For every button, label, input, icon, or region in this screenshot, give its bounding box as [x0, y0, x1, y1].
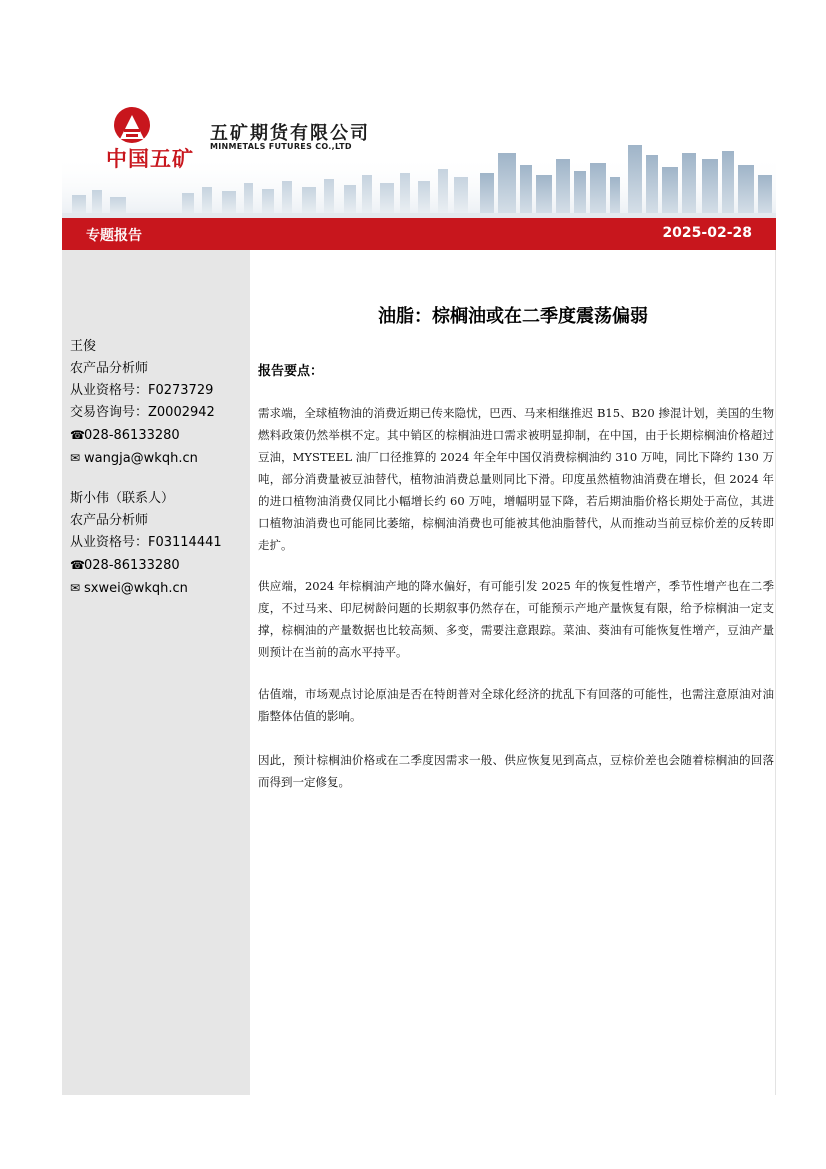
analyst-title: 农产品分析师 [70, 513, 149, 528]
analyst-license: 从业资格号：F0273729 [70, 383, 214, 398]
mail-icon: ✉ [70, 581, 81, 595]
analyst-title: 农产品分析师 [70, 361, 149, 376]
report-date: 2025-02-28 [662, 225, 752, 241]
analyst-license: 从业资格号：F03114441 [70, 535, 222, 550]
company-name-cn: 五矿期货有限公司 [210, 123, 370, 144]
mail-icon: ✉ [70, 451, 81, 465]
paragraph-supply: 供应端，2024 年棕榈油产地的降水偏好，有可能引发 2025 年的恢复性增产，季节性增产也在二季度，不过马来、印尼树龄问题的长期叙事仍然存在，可能预示产地产量恢复有限，给予棕榈油一定支撑，棕榈油的产量数据也比较高频、多变，需要注意跟踪。菜油、葵油有可能恢复性增产，豆油产量则预计在当前的高水平持平。 [258, 579, 774, 659]
section-heading: 报告要点： [258, 364, 324, 379]
report-title: 油脂：棕榈油或在二季度震荡偏弱 [378, 306, 648, 327]
page-right-rule [775, 250, 776, 1095]
report-type: 专题报告 [86, 228, 142, 244]
analyst-name: 斯小伟（联系人） [70, 491, 175, 506]
group-name-cn: 中国五矿 [106, 147, 194, 171]
analyst-email-row [70, 447, 215, 470]
analyst-email-row [70, 577, 222, 600]
analyst-email[interactable]: sxwei@wkqh.cn [84, 581, 188, 596]
analyst-phone: 028-86133280 [84, 428, 180, 443]
analyst-sidebar [62, 250, 250, 1095]
analyst-card-1 [70, 336, 215, 470]
report-header [62, 95, 776, 218]
analyst-consult-number: 交易咨询号：Z0002942 [70, 405, 215, 420]
company-name-en: MINMETALS FUTURES CO.,LTD [210, 142, 352, 151]
analyst-card-2 [70, 488, 222, 600]
phone-icon: ☎ [70, 428, 85, 442]
report-banner [62, 218, 776, 250]
analyst-email[interactable]: wangja@wkqh.cn [84, 451, 198, 466]
analyst-name: 王俊 [70, 339, 97, 354]
analyst-phone-row [70, 554, 222, 577]
paragraph-demand: 需求端，全球植物油的消费近期已传来隐忧，巴西、马来相继推迟 B15、B20 掺混计划，美国的生物燃料政策仍然举棋不定。其中销区的棕榈油进口需求被明显抑制，在中国，由于长期棕榈油价格超过豆油，MYSTEEL 油厂口径推算的 2024 年全年中国仅消费棕榈油约 310 万吨，同比下降约 130 万吨，部分消费量被豆油替代，植物油消费总量则同比下滑。印度虽然植物油消费在增长，但 2024 年的进口植物油消费仅同比小幅增长约 60 万吨，增幅明显下降，若后期油脂价格长期处于高位，其进口植物油消费也可能同比萎缩，棕榈油消费也可能被其他油脂替代，从而推动当前豆棕价差的反转即走扩。 [258, 406, 774, 552]
paragraph-valuation: 估值端，市场观点讨论原油是否在特朗普对全球化经济的扰乱下有回落的可能性，也需注意原油对油脂整体估值的影响。 [258, 687, 774, 723]
phone-icon: ☎ [70, 558, 85, 572]
analyst-phone: 028-86133280 [84, 558, 180, 573]
analyst-phone-row [70, 424, 215, 447]
paragraph-conclusion: 因此，预计棕榈油价格或在二季度因需求一般、供应恢复见到高点，豆棕价差也会随着棕榈油的回落而得到一定修复。 [258, 753, 774, 789]
